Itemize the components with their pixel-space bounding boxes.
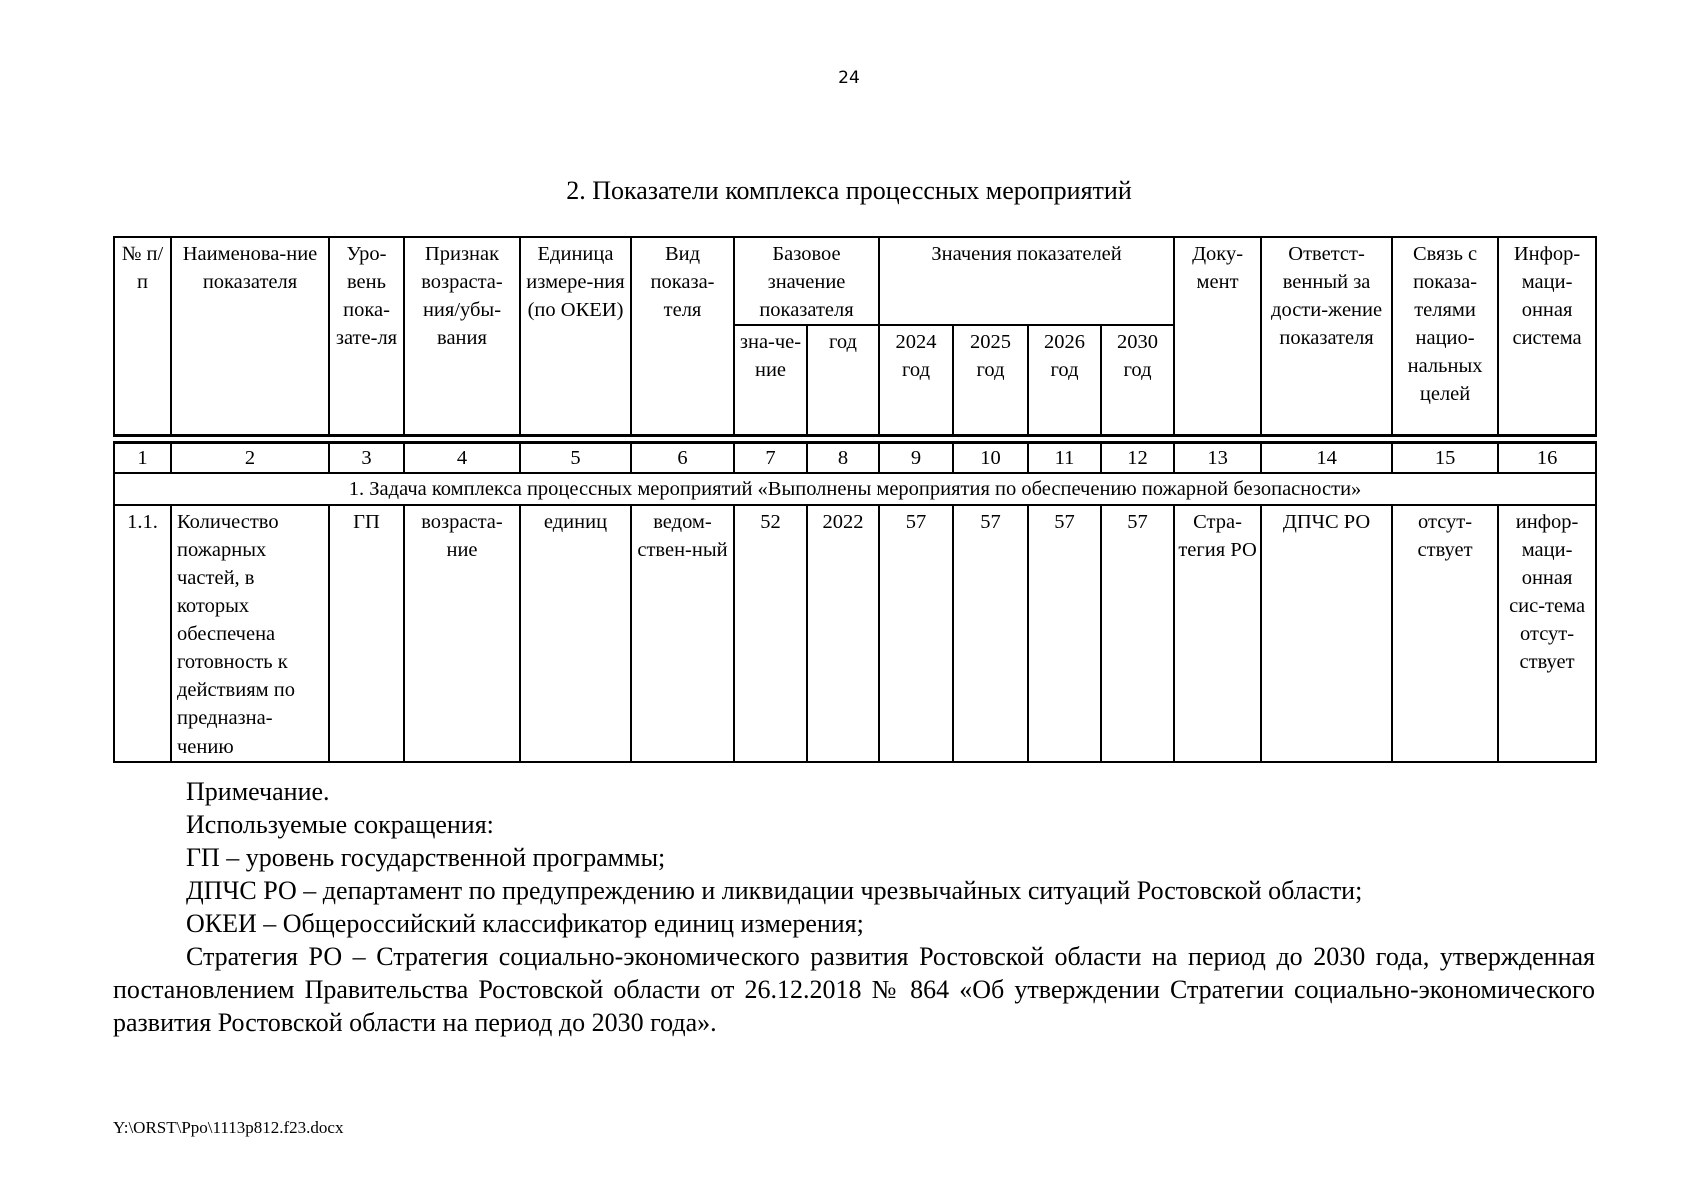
header-year-2024: 2024 год [879, 325, 953, 435]
abbreviation-item: ОКЕИ – Общероссийский классификатор единиц измерения; [186, 909, 864, 938]
column-numbers-row [114, 442, 1596, 473]
header-info: Инфор-маци-онная система [1498, 237, 1596, 435]
row-unit: единиц [520, 505, 631, 762]
column-number: 1 [114, 442, 171, 473]
indicator-row [114, 505, 1596, 762]
row-sign: возраста-ние [404, 505, 520, 762]
row-value-2024: 57 [879, 505, 953, 762]
column-number: 12 [1101, 442, 1174, 473]
task-title: 1. Задача комплекса процессных мероприятий «Выполнены мероприятия по обеспечению пожарной безопасности» [114, 473, 1596, 505]
row-name: Количество пожарных частей, в которых обеспечена готовность к действиям по предназна-чению [171, 505, 329, 762]
column-number: 7 [734, 442, 807, 473]
header-type: Вид показа-теля [631, 237, 734, 435]
header-link: Связь с показа-телями нацио-нальных целей [1392, 237, 1498, 435]
row-responsible: ДПЧС РО [1261, 505, 1392, 762]
header-unit: Единица измере-ния (по ОКЕИ) [520, 237, 631, 435]
column-number: 3 [329, 442, 404, 473]
column-number: 9 [879, 442, 953, 473]
header-base-year: год [807, 325, 879, 435]
row-value-2030: 57 [1101, 505, 1174, 762]
header-base: Базовое значение показателя [734, 237, 879, 325]
row-link: отсут-ствует [1392, 505, 1498, 762]
row-type: ведом-ствен-ный [631, 505, 734, 762]
column-number: 10 [953, 442, 1028, 473]
column-number: 6 [631, 442, 734, 473]
column-number: 8 [807, 442, 879, 473]
abbreviation-item: ДПЧС РО – департамент по предупреждению и ликвидации чрезвычайных ситуаций Ростовской области; [186, 876, 1363, 905]
column-number: 11 [1028, 442, 1101, 473]
row-base-value: 52 [734, 505, 807, 762]
row-value-2026: 57 [1028, 505, 1101, 762]
abbreviation-item: ГП – уровень государственной программы; [186, 843, 666, 872]
header-responsible: Ответст-венный за дости-жение показателя [1261, 237, 1392, 435]
header-base-value: зна-че-ние [734, 325, 807, 435]
header-year-2025: 2025 год [953, 325, 1028, 435]
header-name: Наименова-ние показателя [171, 237, 329, 435]
row-info: инфор-маци-онная сис-тема отсут-ствует [1498, 505, 1596, 762]
indicators-table [113, 236, 1597, 763]
column-number: 14 [1261, 442, 1392, 473]
task-row [114, 473, 1596, 505]
header-year-2030: 2030 год [1101, 325, 1174, 435]
column-number: 13 [1174, 442, 1261, 473]
page-number: 24 [838, 68, 860, 88]
column-number: 5 [520, 442, 631, 473]
column-number: 16 [1498, 442, 1596, 473]
column-number: 4 [404, 442, 520, 473]
separator-cell [114, 435, 1596, 442]
section-title: 2. Показатели комплекса процессных мероприятий [566, 176, 1132, 205]
row-document: Стра-тегия РО [1174, 505, 1261, 762]
header-sign: Признак возраста-ния/убы-вания [404, 237, 520, 435]
row-base-year: 2022 [807, 505, 879, 762]
header-values: Значения показателей [879, 237, 1174, 325]
notes-heading: Примечание. [186, 777, 330, 806]
abbreviations-title: Используемые сокращения: [186, 810, 494, 839]
column-number: 15 [1392, 442, 1498, 473]
header-level: Уро-вень пока-зате-ля [329, 237, 404, 435]
header-year-2026: 2026 год [1028, 325, 1101, 435]
indicators-table-wrapper [113, 236, 1595, 763]
notes-section [113, 775, 1595, 1039]
row-num: 1.1. [114, 505, 171, 762]
header-document: Доку-мент [1174, 237, 1261, 435]
header-separator [114, 435, 1596, 442]
footer-file-path: Y:\ORST\Ppo\1113p812.f23.docx [113, 1118, 344, 1137]
column-number: 2 [171, 442, 329, 473]
strategy-note: Стратегия РО – Стратегия социально-экономического развития Ростовской области на период до 2030 года, утвержденная постановлением Правительства Ростовской области от 26.12.2018 № 864 «Об утверждении Стратегии социально-экономического развития Ростовской области на период до 2030 года». [113, 942, 1595, 1037]
row-value-2025: 57 [953, 505, 1028, 762]
row-level: ГП [329, 505, 404, 762]
header-num: № п/п [114, 237, 171, 435]
header-row-1 [114, 237, 1596, 325]
